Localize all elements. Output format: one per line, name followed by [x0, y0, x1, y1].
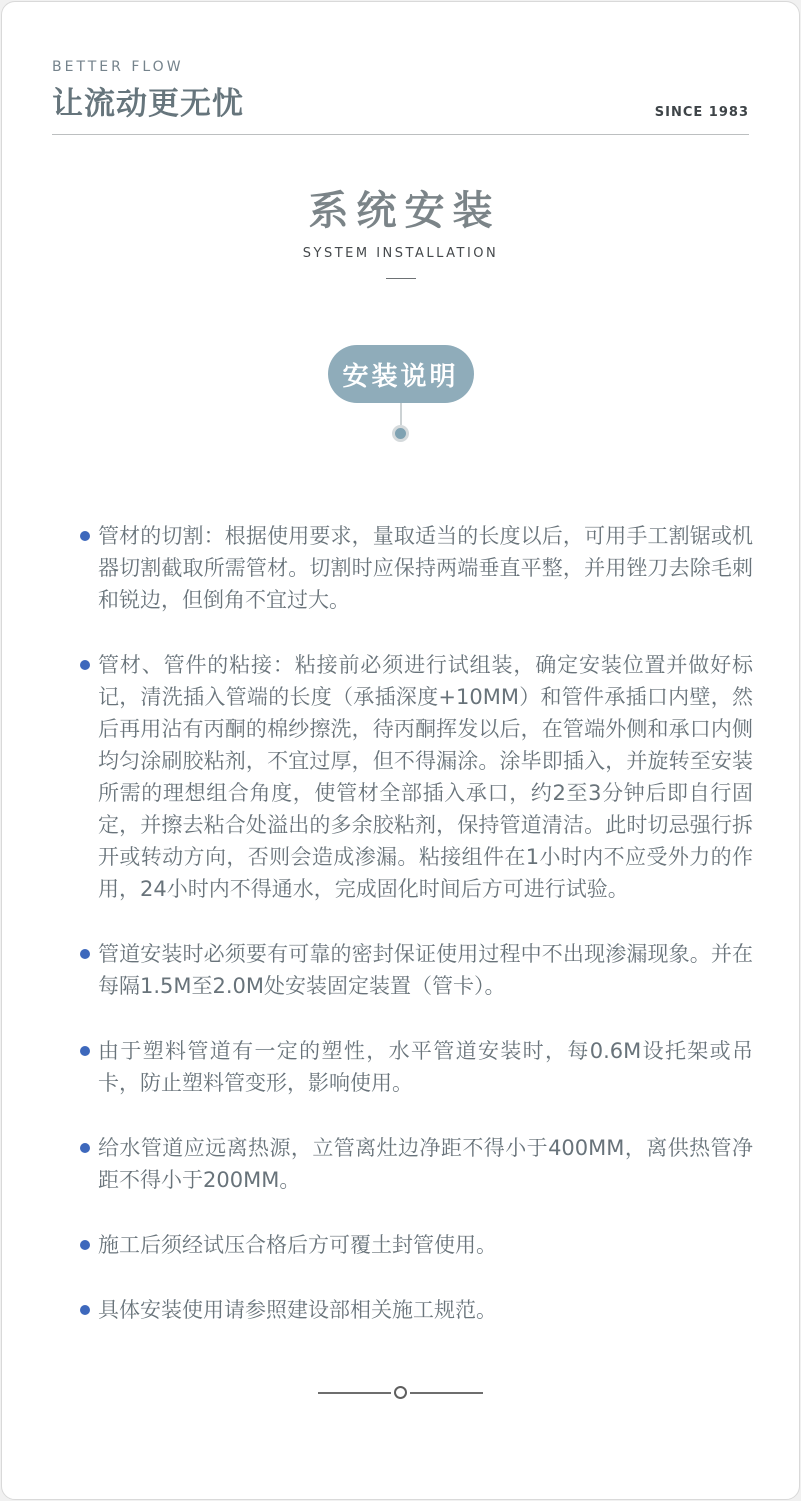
section-badge — [2, 345, 799, 442]
installation-notes-badge: 安装说明 — [328, 345, 474, 403]
brand-logo: 让流动更无忧 — [52, 86, 244, 122]
footer-divider-line — [410, 1392, 483, 1394]
page-card — [1, 1, 800, 1500]
instruction-text: 管材的切割：根据使用要求，量取适当的长度以后，可用手工割锯或机器切割截取所需管材。切割时应保持两端垂直平整，并用锉刀去除毛刺和锐边，但倒角不宜过大。 — [98, 524, 753, 612]
footer-divider-line — [318, 1392, 391, 1394]
list-item — [80, 1229, 753, 1261]
brand-since: SINCE 1983 — [654, 105, 749, 120]
header — [52, 2, 749, 135]
installation-instructions-list — [80, 520, 753, 1326]
list-item — [80, 938, 753, 1002]
title-divider — [386, 278, 416, 279]
timeline-connector — [400, 403, 402, 425]
list-item — [80, 1294, 753, 1326]
instruction-text: 管材、管件的粘接：粘接前必须进行试组装，确定安装位置并做好标记，清洗插入管端的长度（承插深度+10MM）和管件承插口内壁，然后再用沾有丙酮的棉纱擦洗，待丙酮挥发以后，在管端外侧和承口内侧均匀涂刷胶粘剂，不宜过厚，但不得漏涂。涂毕即插入，并旋转至安装所需的理想组合角度，使管材全部插入承口，约2至3分钟后即自行固定，并擦去粘合处溢出的多余胶粘剂，保持管道清洁。此时切忌强行拆开或转动方向，否则会造成渗漏。粘接组件在1小时内不应受外力的作用，24小时内不得通水，完成固化时间后方可进行试验。 — [98, 653, 753, 901]
bullet-dot-icon — [80, 531, 90, 541]
list-item — [80, 649, 753, 905]
list-item — [80, 520, 753, 616]
footer-divider-circle-icon — [394, 1386, 407, 1399]
bullet-dot-icon — [80, 660, 90, 670]
page-subtitle: SYSTEM INSTALLATION — [302, 246, 499, 261]
page-title: 系统安装 — [308, 188, 501, 234]
bullet-dot-icon — [80, 1046, 90, 1056]
brand-tagline: BETTER FLOW — [52, 59, 184, 75]
instruction-text: 具体安装使用请参照建设部相关施工规范。 — [98, 1298, 497, 1322]
timeline-dot-icon — [392, 425, 409, 442]
bullet-dot-icon — [80, 949, 90, 959]
footer-divider — [2, 1386, 799, 1399]
bullet-dot-icon — [80, 1305, 90, 1315]
instruction-text: 施工后须经试压合格后方可覆土封管使用。 — [98, 1233, 497, 1257]
list-item — [80, 1132, 753, 1196]
list-item — [80, 1035, 753, 1099]
instruction-text: 给水管道应远离热源，立管离灶边净距不得小于400MM，离供热管净距不得小于200MM。 — [98, 1136, 753, 1192]
title-block — [2, 179, 799, 279]
instruction-text: 由于塑料管道有一定的塑性，水平管道安装时，每0.6M设托架或吊卡，防止塑料管变形，影响使用。 — [98, 1039, 753, 1095]
instruction-text: 管道安装时必须要有可靠的密封保证使用过程中不出现渗漏现象。并在每隔1.5M至2.0M处安装固定装置（管卡）。 — [98, 942, 753, 998]
bullet-dot-icon — [80, 1240, 90, 1250]
bullet-dot-icon — [80, 1143, 90, 1153]
